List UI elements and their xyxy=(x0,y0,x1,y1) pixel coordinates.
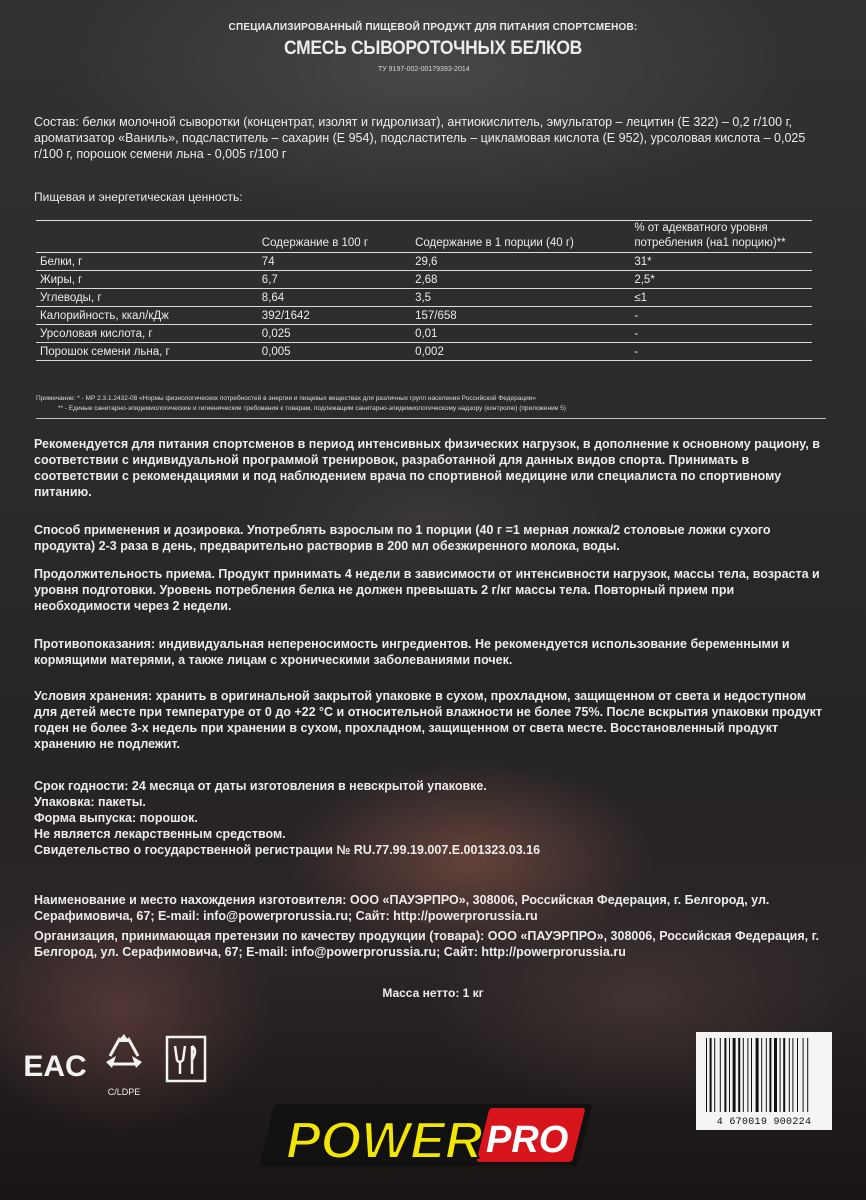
table-cell: Урсоловая кислота, г xyxy=(36,325,258,343)
recycling-icon xyxy=(96,1030,152,1100)
table-cell: 2,5* xyxy=(630,271,812,289)
nutrition-title: Пищевая и энергетическая ценность: xyxy=(34,190,243,204)
not-medicine: Не является лекарственным средством. xyxy=(34,827,286,841)
brand-word-pro: PRO xyxy=(486,1119,569,1161)
product-category: СПЕЦИАЛИЗИРОВАННЫЙ ПИЩЕВОЙ ПРОДУКТ ДЛЯ ПИТАНИЯ СПОРТСМЕНОВ: xyxy=(228,22,638,33)
table-cell: Жиры, г xyxy=(36,271,258,289)
claims-text: Организация, принимающая претензии по качеству продукции (товара): ООО «ПАУЭРПРО», 308006, Российская Федерация, г. Белгород, ул. Серафимовича, 67; E-mail: info@powerprorussia.ru; Сайт: http://powerprorussia.ru xyxy=(34,929,820,959)
table-row xyxy=(36,253,812,271)
table-row xyxy=(36,289,812,307)
table-cell: 74 xyxy=(258,253,411,271)
table-header xyxy=(36,221,258,253)
barcode xyxy=(696,1032,832,1130)
table-cell: 0,025 xyxy=(258,325,411,343)
registration-certificate: Свидетельство о государственной регистрации № RU.77.99.19.007.Е.001323.03.16 xyxy=(34,843,541,857)
table-cell: 392/1642 xyxy=(258,307,411,325)
table-cell: Калорийность, ккал/кДж xyxy=(36,307,258,325)
table-header: Содержание в 100 г xyxy=(258,221,411,253)
table-cell: ≤1 xyxy=(630,289,812,307)
barcode-bars-icon xyxy=(696,1032,832,1114)
table-cell: Белки, г xyxy=(36,253,258,271)
release-form: Форма выпуска: порошок. xyxy=(34,811,198,825)
eac-text: EAC xyxy=(23,1050,87,1083)
barcode-number: 4 670019 900224 xyxy=(716,1117,812,1128)
note-line: ** - Единые санитарно-эпидемиологические и гигиенические требования к товарам, подлежащим санитарно-эпидемиологическому надзору (контролю) (приложение 5) xyxy=(58,405,566,412)
facts-block xyxy=(34,778,830,858)
table-cell: 2,68 xyxy=(411,271,630,289)
table-row xyxy=(36,307,812,325)
brand-logo xyxy=(258,1074,598,1190)
table-row xyxy=(36,325,812,343)
product-title: СМЕСЬ СЫВОРОТОЧНЫХ БЕЛКОВ xyxy=(283,38,583,59)
table-cell: - xyxy=(630,343,812,361)
recycling-label: C/LDPE xyxy=(107,1087,141,1097)
nutrition-table xyxy=(36,220,812,361)
table-cell: 0,005 xyxy=(258,343,411,361)
food-contact-icon xyxy=(164,1034,208,1084)
manufacturer-text: Наименование и место нахождения изготовителя: ООО «ПАУЭРПРО», 308006, Российская Федерация, г. Белгород, ул. Серафимовича, 67; E-mail: info@powerprorussia.ru; Сайт: http://powerprorussia.ru xyxy=(34,893,770,923)
duration-text: Продолжительность приема. Продукт принимать 4 недели в зависимости от интенсивности нагрузок, массы тела, возраста и уровня подготовки. Уровень потребления белка не должен превышать 2 г/кг массы тела. Повторный прием при необходимости через 2 недели. xyxy=(34,567,820,613)
table-header-row xyxy=(36,221,812,253)
table-cell: Углеводы, г xyxy=(36,289,258,307)
brand-word-power: POWER xyxy=(286,1112,483,1170)
table-cell: 8,64 xyxy=(258,289,411,307)
table-cell: - xyxy=(630,325,812,343)
table-cell: 31* xyxy=(630,253,812,271)
table-cell: 157/658 xyxy=(411,307,630,325)
table-cell: 0,002 xyxy=(411,343,630,361)
table-cell: 29,6 xyxy=(411,253,630,271)
contraindications-text: Противопоказания: индивидуальная непереносимость ингредиентов. Не рекомендуется использование беременными и кормящими матерями, а также лицам с хроническими заболеваниями почек. xyxy=(34,637,790,667)
note-line: Примечание: * - МР 2.3.1.2432-08 «Нормы физиологических потребностей в энергии и пищевых веществах для различных групп населения Российской Федерации» xyxy=(36,395,536,402)
eac-mark-icon xyxy=(23,1040,87,1086)
table-cell: 0,01 xyxy=(411,325,630,343)
net-weight: Масса нетто: 1 кг xyxy=(382,986,484,1000)
table-row xyxy=(36,343,812,361)
table-cell: 3,5 xyxy=(411,289,630,307)
table-cell: - xyxy=(630,307,812,325)
table-cell: 6,7 xyxy=(258,271,411,289)
usage-text: Способ применения и дозировка. Употреблять взрослым по 1 порции (40 г =1 мерная ложка/2 столовые ложки сухого продукта) 2-3 раза в день, предварительно растворив в 200 мл обезжиренного молока, воды. xyxy=(34,523,771,553)
spec-code: ТУ 9197-002-00179393-2014 xyxy=(378,66,470,73)
table-cell: Порошок семени льна, г xyxy=(36,343,258,361)
table-row xyxy=(36,271,812,289)
storage-text: Условия хранения: хранить в оригинальной закрытой упаковке в сухом, прохладном, защищенном от света и недоступном для детей месте при температуре от 0 до +22 °С и относительной влажности не более 75%. После вскрытия упаковки продукт годен не более 3-х недель при хранении в сухом, прохладном, защищенном от света месте. Восстановленный продукт хранению не подлежит. xyxy=(34,689,822,751)
packaging: Упаковка: пакеты. xyxy=(34,795,146,809)
composition-text: Состав: белки молочной сыворотки (концентрат, изолят и гидролизат), антиокислитель, эмульгатор – лецитин (Е 322) – 0,2 г/100 г, ароматизатор «Ваниль», подсластитель – сахарин (Е 954), подсластитель – цикламовая кислота (Е 952), урсоловая кислота – 0,025 г/100 г, порошок семени льна - 0,005 г/100 г xyxy=(34,115,806,161)
recommendation-text: Рекомендуется для питания спортсменов в период интенсивных физических нагрузок, в дополнение к основному рациону, в соответствии с индивидуальной программой тренировок, разработанной для данных видов спорта. Принимать в соответствии с рекомендациями и под наблюдением врача по спортивной медицине или специалиста по спортивному питанию. xyxy=(34,437,820,499)
table-header: % от адекватного уровня потребления (на1 порцию)** xyxy=(630,221,812,253)
shelf-life: Срок годности: 24 месяца от даты изготовления в невскрытой упаковке. xyxy=(34,779,487,793)
table-header: Содержание в 1 порции (40 г) xyxy=(411,221,630,253)
table-notes xyxy=(36,394,826,419)
